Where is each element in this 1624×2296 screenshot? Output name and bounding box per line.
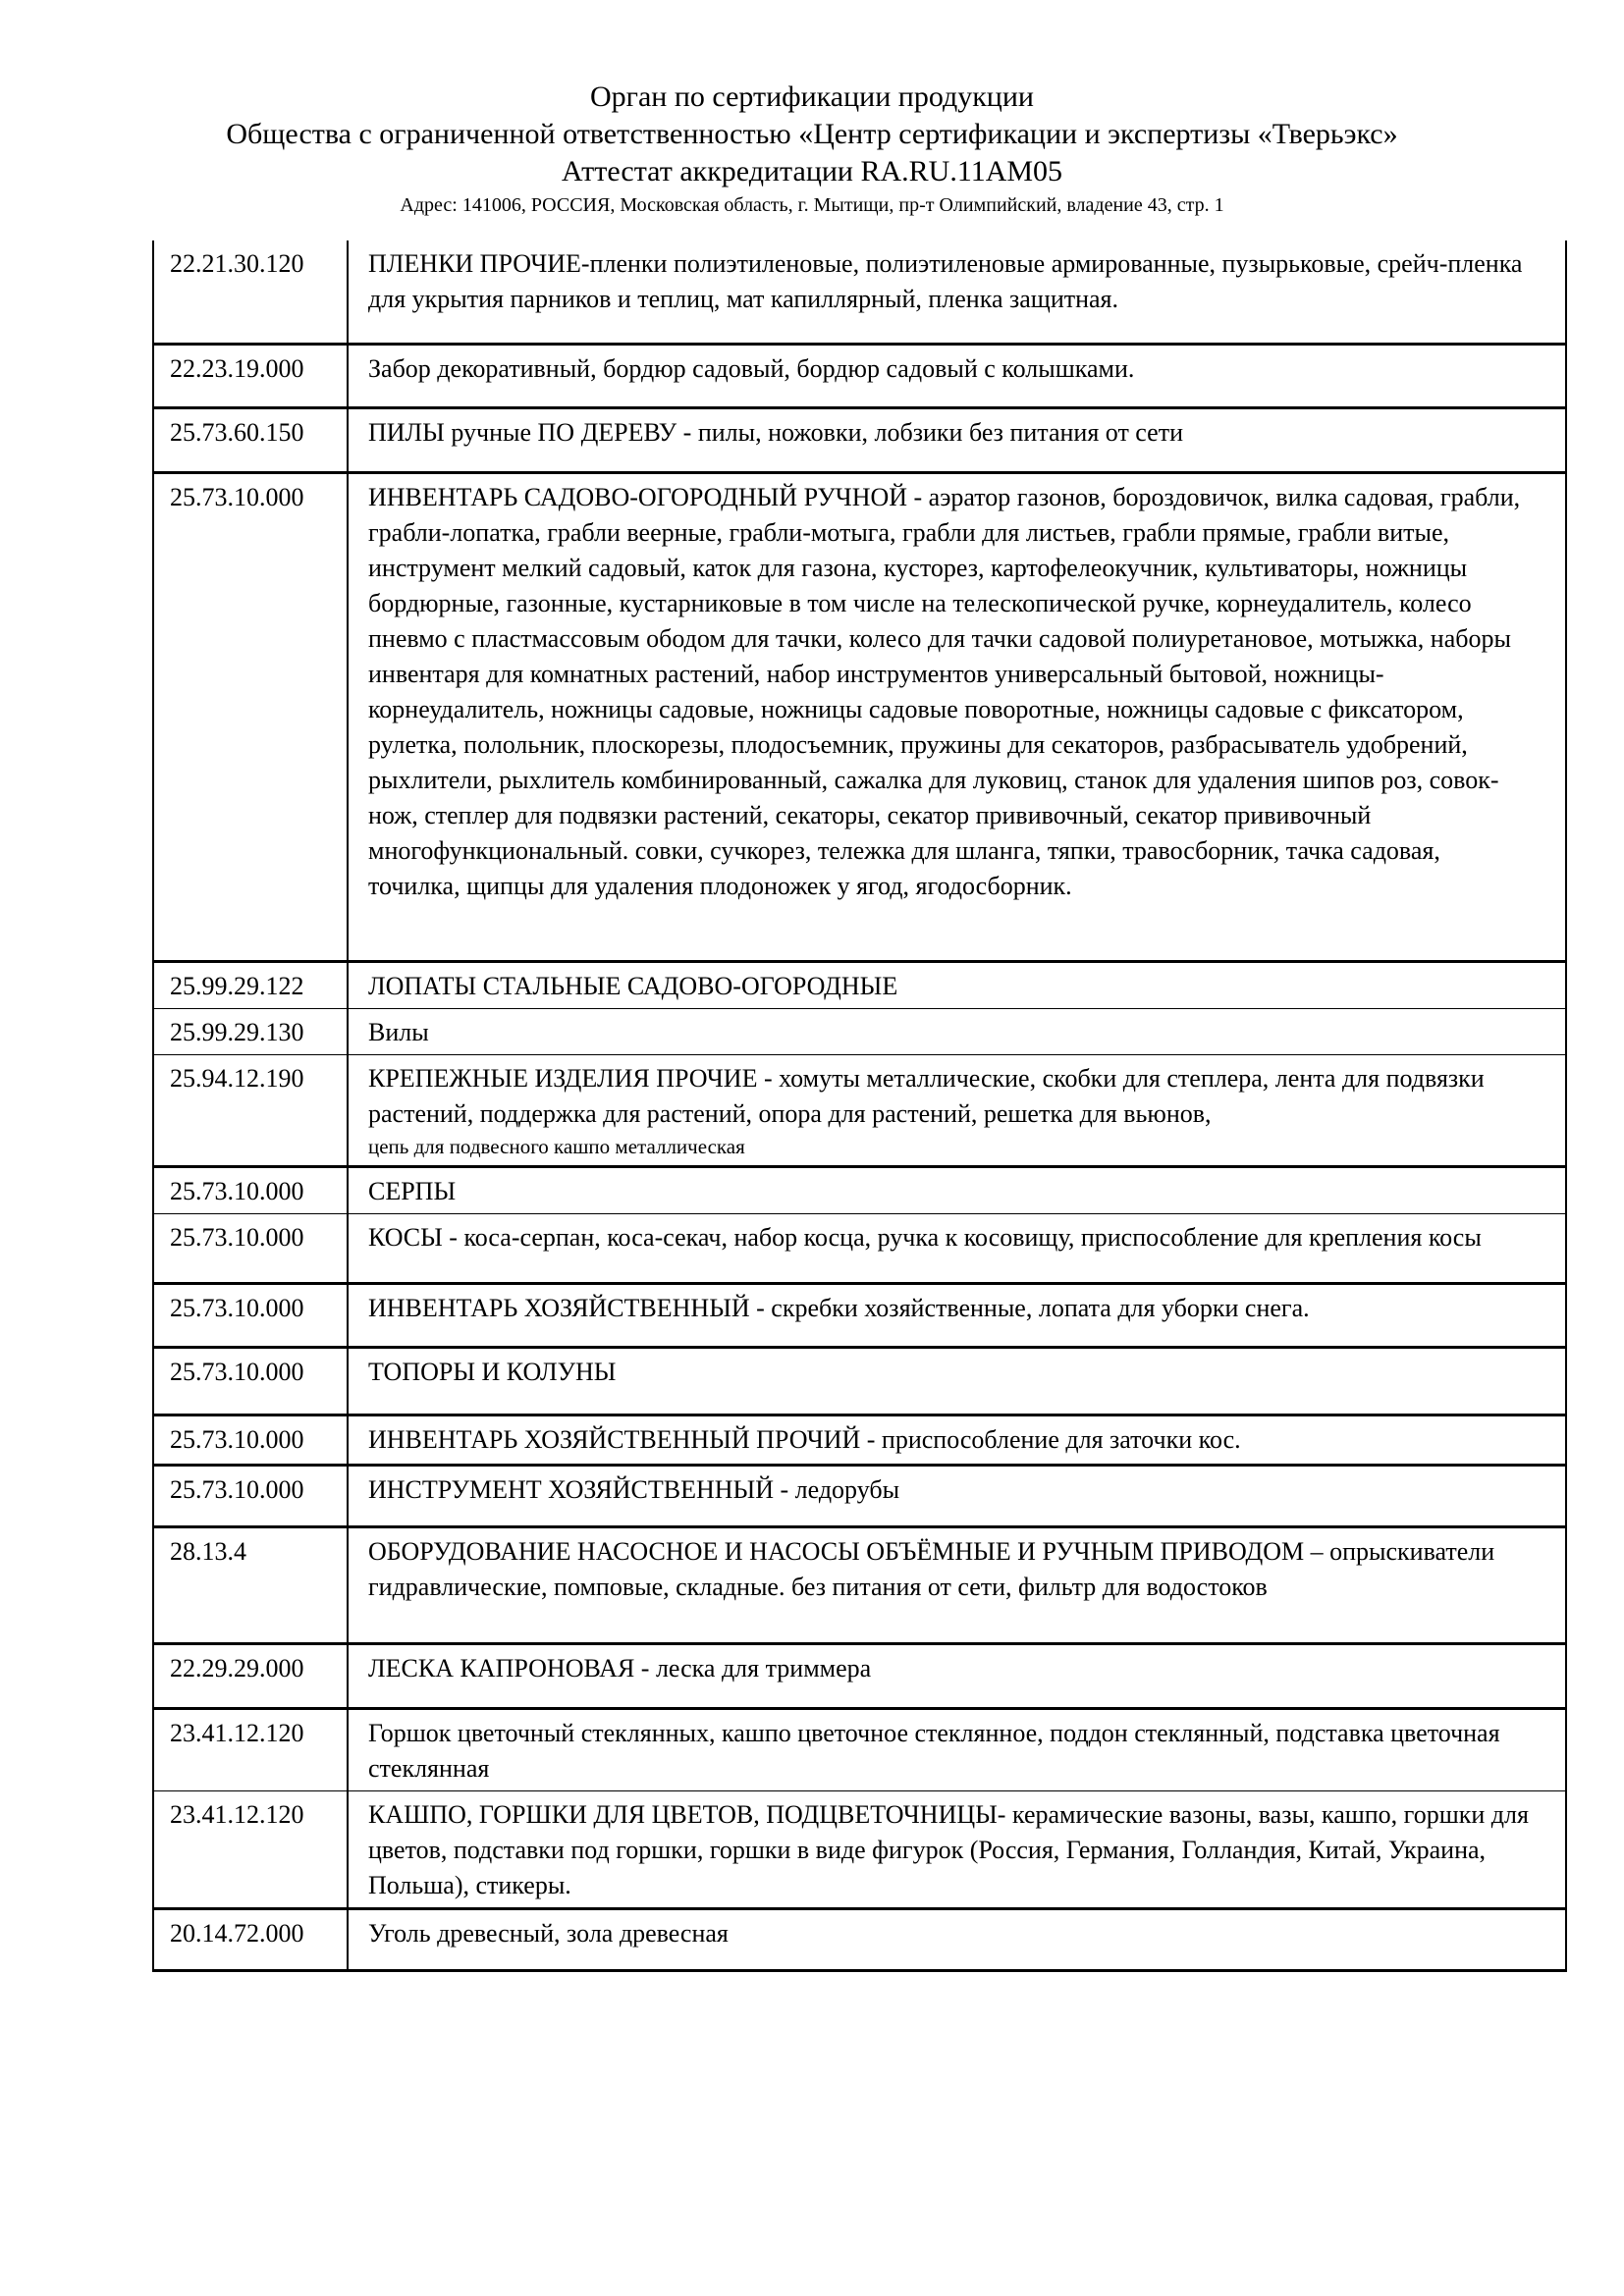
table-row [152, 1009, 1567, 1055]
table-row [152, 409, 1567, 474]
product-description-cell [349, 1710, 1567, 1790]
product-description-cell [349, 1055, 1567, 1165]
product-description-note: цепь для подвесного кашпо металлическая [368, 1135, 745, 1158]
header-company-line: Общества с ограниченной ответственностью «Центр сертификации и экспертизы «Тверьэкс» [226, 118, 1398, 150]
product-code-cell: 25.99.29.122 [152, 963, 349, 1008]
product-code-cell: 25.73.10.000 [152, 1416, 349, 1464]
product-description-cell [349, 346, 1567, 406]
product-description-cell [349, 963, 1567, 1008]
product-description-cell [349, 1791, 1567, 1907]
table-row [152, 1285, 1567, 1349]
product-code-cell: 25.99.29.130 [152, 1009, 349, 1054]
product-description-text: ТОПОРЫ И КОЛУНЫ [368, 1358, 617, 1386]
product-description-cell [349, 474, 1567, 960]
table-row [152, 1055, 1567, 1168]
product-code-cell: 25.73.10.000 [152, 1285, 349, 1346]
table-row [152, 240, 1567, 346]
header-org-line: Орган по сертификации продукции [590, 80, 1034, 113]
product-code-cell: 28.13.4 [152, 1528, 349, 1642]
product-description-text: КАШПО, ГОРШКИ ДЛЯ ЦВЕТОВ, ПОДЦВЕТОЧНИЦЫ- керамические вазоны, вазы, кашпо, горшки для цветов, подставки под горшки, горшки в виде фигурок (Россия, Германия, Голландия, Китай, Украина, Польша), стикеры. [368, 1800, 1529, 1899]
product-description-cell [349, 1214, 1567, 1282]
table-row [152, 1416, 1567, 1467]
table-row [152, 1645, 1567, 1710]
product-description-text: ПЛЕНКИ ПРОЧИЕ-пленки полиэтиленовые, полиэтиленовые армированные, пузырьковые, срейч-пленка для укрытия парников и теплиц, мат капиллярный, пленка защитная. [368, 249, 1523, 313]
product-code-cell: 25.73.10.000 [152, 1168, 349, 1213]
table-row [152, 474, 1567, 963]
product-code-cell: 25.73.60.150 [152, 409, 349, 471]
product-description-text: Забор декоративный, бордюр садовый, бордюр садовый с колышками. [368, 354, 1135, 383]
product-description-cell [349, 1910, 1567, 1969]
product-description-text: КРЕПЕЖНЫЕ ИЗДЕЛИЯ ПРОЧИЕ - хомуты металлические, скобки для степлера, лента для подвязки растений, поддержка для растений, опора для растений, решетка для вьюнов, [368, 1064, 1485, 1128]
table-row [152, 346, 1567, 409]
product-description-text: ПИЛЫ ручные ПО ДЕРЕВУ - пилы, ножовки, лобзики без питания от сети [368, 418, 1183, 447]
product-description-text: Вилы [368, 1018, 429, 1046]
product-code-cell: 25.73.10.000 [152, 1214, 349, 1282]
product-code-cell: 22.21.30.120 [152, 240, 349, 343]
product-code-cell: 23.41.12.120 [152, 1791, 349, 1907]
product-description-cell [349, 1645, 1567, 1707]
product-code-cell: 22.23.19.000 [152, 346, 349, 406]
product-code-cell: 22.29.29.000 [152, 1645, 349, 1707]
product-description-cell [349, 1416, 1567, 1464]
table-row [152, 1910, 1567, 1972]
table-row [152, 1168, 1567, 1214]
table-row [152, 1791, 1567, 1910]
product-description-text: ИНСТРУМЕНТ ХОЗЯЙСТВЕННЫЙ - ледорубы [368, 1475, 900, 1504]
product-description-cell [349, 240, 1567, 343]
table-row [152, 1214, 1567, 1285]
document-header [0, 0, 1624, 220]
product-code-cell: 25.73.10.000 [152, 1349, 349, 1414]
header-accreditation-line: Аттестат аккредитации RA.RU.11АМ05 [561, 155, 1063, 187]
product-description-text: ЛЕСКА КАПРОНОВАЯ - леска для триммера [368, 1654, 872, 1682]
product-description-cell [349, 1009, 1567, 1054]
product-code-cell: 23.41.12.120 [152, 1710, 349, 1790]
product-description-cell [349, 1349, 1567, 1414]
table-row [152, 1349, 1567, 1416]
product-description-text: ИНВЕНТАРЬ ХОЗЯЙСТВЕННЫЙ - скребки хозяйственные, лопата для уборки снега. [368, 1294, 1310, 1322]
product-description-cell [349, 409, 1567, 471]
table-row [152, 1467, 1567, 1528]
product-code-cell: 20.14.72.000 [152, 1910, 349, 1969]
product-description-text: Горшок цветочный стеклянных, кашпо цветочное стеклянное, поддон стеклянный, подставка цветочная стеклянная [368, 1719, 1500, 1783]
product-code-cell: 25.73.10.000 [152, 474, 349, 960]
product-description-text: ИНВЕНТАРЬ ХОЗЯЙСТВЕННЫЙ ПРОЧИЙ - приспособление для заточки кос. [368, 1425, 1241, 1454]
table-row [152, 1710, 1567, 1791]
header-address-line: Адрес: 141006, РОССИЯ, Московская область, г. Мытищи, пр-т Олимпийский, владение 43, стр. 1 [400, 194, 1224, 216]
product-description-text: Уголь древесный, зола древесная [368, 1919, 729, 1948]
product-description-cell [349, 1528, 1567, 1642]
product-description-text: СЕРПЫ [368, 1177, 457, 1205]
product-code-cell: 25.94.12.190 [152, 1055, 349, 1165]
product-description-cell [349, 1467, 1567, 1525]
table-row [152, 1528, 1567, 1645]
product-description-cell [349, 1285, 1567, 1346]
certified-products-table [152, 240, 1567, 1972]
product-description-text: ОБОРУДОВАНИЕ НАСОСНОЕ И НАСОСЫ ОБЪЁМНЫЕ И РУЧНЫМ ПРИВОДОМ – опрыскиватели гидравлические, помповые, складные. без питания от сети, фильтр для водостоков [368, 1537, 1495, 1601]
product-code-cell: 25.73.10.000 [152, 1467, 349, 1525]
product-description-text: ИНВЕНТАРЬ САДОВО-ОГОРОДНЫЙ РУЧНОЙ - аэратор газонов, бороздовичок, вилка садовая, грабли, грабли-лопатка, грабли веерные, грабли-мотыга, грабли для листьев, грабли прямые, грабли витые, инструмент мелкий садовый, каток для газона, кусторез, картофелеокучник, культиваторы, ножницы бордюрные, газонные, кустарниковые в том числе на телескопической ручке, корнеудалитель, колесо пневмо с пластмассовым ободом для тачки, колесо для тачки садовой полиуретановое, мотыжка, наборы инвентаря для комнатных растений, набор инструментов универсальный бытовой, ножницы-корнеудалитель, ножницы садовые, ножницы садовые поворотные, ножницы садовые с фиксатором, рулетка, полольник, плоскорезы, плодосъемник, пружины для секаторов, разбрасыватель удобрений, рыхлители, рыхлитель комбинированный, сажалка для луковиц, станок для удаления шипов роз, совок-нож, степлер для подвязки растений, секаторы, секатор прививочный, секатор прививочный многофункциональный. совки, сучкорез, тележка для шланга, тяпки, травосборник, тачка садовая, точилка, щипцы для удаления плодоножек у ягод, ягодосборник. [368, 483, 1521, 900]
product-description-cell [349, 1168, 1567, 1213]
product-description-text: ЛОПАТЫ СТАЛЬНЫЕ САДОВО-ОГОРОДНЫЕ [368, 972, 898, 1000]
table-row [152, 963, 1567, 1009]
product-description-text: КОСЫ - коса-серпан, коса-секач, набор косца, ручка к косовищу, приспособление для крепления косы [368, 1223, 1482, 1252]
